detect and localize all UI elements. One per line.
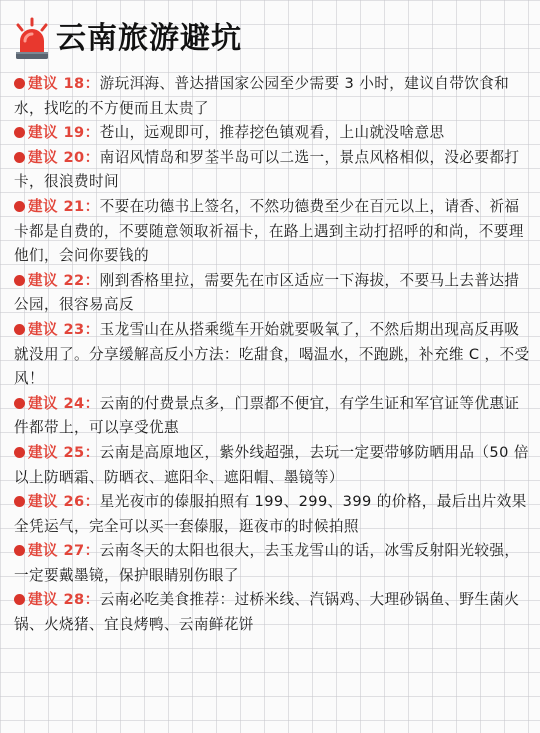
- siren-icon: [12, 17, 52, 61]
- tip-item: 建议 24：云南的付费景点多，门票都不便宜，有学生证和军官证等优惠证件都带上，可以享受优惠: [14, 394, 520, 437]
- tip-text: 玉龙雪山在从搭乘缆车开始就要吸氧了，不然后期出现高反再吸就没用了。分享缓解高反小方法：吃甜食，喝温水，不跑跳，补充维 C ，不受风！: [14, 320, 530, 388]
- bullet-icon: [14, 127, 25, 138]
- tip-item: 建议 28：云南必吃美食推荐：过桥米线、汽锅鸡、大理砂锅鱼、野生菌火锅、火烧猪、宜良烤鸭、云南鲜花饼: [14, 591, 520, 634]
- header: [12, 14, 242, 64]
- tip-label: 建议 23: [28, 320, 85, 338]
- tip-text: 云南的付费景点多，门票都不便宜，有学生证和军官证等优惠证件都带上，可以享受优惠: [14, 394, 520, 437]
- tip-item: 建议 22：刚到香格里拉，需要先在市区适应一下海拔，不要马上去普达措公园，很容易高反: [14, 271, 520, 314]
- tip-label: 建议 18: [28, 75, 85, 92]
- tip-text: 南诏风情岛和罗荃半岛可以二选一，景点风格相似，没必要都打卡，很浪费时间: [14, 148, 520, 191]
- bullet-icon: [14, 594, 25, 605]
- bullet-icon: [14, 201, 25, 212]
- tip-item: 建议 19：苍山，远观即可，推荐挖色镇观看，上山就没啥意思: [14, 121, 532, 146]
- tip-item: 建议 23：玉龙雪山在从搭乘缆车开始就要吸氧了，不然后期出现高反再吸就没用了。分享缓解高反小方法：吃甜食，喝温水，不跑跳，补充维 C ，不受风！: [14, 320, 530, 388]
- tip-label: 建议 26: [28, 493, 85, 511]
- tip-label: 建议 19: [28, 124, 85, 142]
- tip-label: 建议 21: [28, 197, 85, 215]
- tip-label: 建议 27: [28, 542, 85, 560]
- tip-text: 云南必吃美食推荐：过桥米线、汽锅鸡、大理砂锅鱼、野生菌火锅、火烧猪、宜良烤鸭、云南鲜花饼: [14, 591, 520, 634]
- tip-item: 建议 20：南诏风情岛和罗荃半岛可以二选一，景点风格相似，没必要都打卡，很浪费时间: [14, 148, 520, 191]
- tip-item: 建议 27：云南冬天的太阳也很大，去玉龙雪山的话，冰雪反射阳光较强，一定要戴墨镜，保护眼睛别伤眼了: [14, 542, 520, 584]
- bullet-icon: [14, 447, 25, 458]
- tip-item: 建议 26：星光夜市的傣服拍照有 199、299、399 的价格，最后出片效果全凭运气，完全可以买一套傣服，逛夜市的时候拍照: [14, 493, 527, 535]
- tip-label: 建议 24: [28, 394, 85, 412]
- tip-item: 建议 18：游玩洱海、普达措国家公园至少需要 3 小时，建议自带饮食和水，找吃的不方便而且太贵了: [14, 75, 510, 117]
- tip-text: 不要在功德书上签名，不然功德费至少在百元以上，请香、祈福卡都是自费的，不要随意领取祈福卡，在路上遇到主动打招呼的和尚，不要理他们，会问你要钱的: [14, 197, 524, 265]
- bullet-icon: [14, 275, 25, 286]
- bullet-icon: [14, 496, 25, 507]
- tip-text: 苍山，远观即可，推荐挖色镇观看，上山就没啥意思: [99, 124, 445, 142]
- page-title: 云南旅游避坑: [56, 21, 242, 56]
- tip-text: 云南冬天的太阳也很大，去玉龙雪山的话，冰雪反射阳光较强，一定要戴墨镜，保护眼睛别伤眼了: [14, 542, 520, 584]
- tip-text: 刚到香格里拉，需要先在市区适应一下海拔，不要马上去普达措公园，很容易高反: [14, 271, 520, 314]
- tip-label: 建议 28: [28, 591, 85, 609]
- bullet-icon: [14, 545, 25, 556]
- bullet-icon: [14, 78, 25, 89]
- tip-text: 游玩洱海、普达措国家公园至少需要 3 小时，建议自带饮食和水，找吃的不方便而且太贵了: [14, 75, 510, 117]
- bullet-icon: [14, 152, 25, 163]
- bullet-icon: [14, 398, 25, 409]
- tip-label: 建议 22: [28, 271, 85, 289]
- tip-text: 云南是高原地区，紫外线超强，去玩一定要带够防晒用品（50 倍以上防晒霜、防晒衣、遮阳伞、遮阳帽、墨镜等）: [14, 443, 529, 486]
- tip-label: 建议 20: [28, 148, 85, 166]
- tip-item: 建议 25：云南是高原地区，紫外线超强，去玩一定要带够防晒用品（50 倍以上防晒霜、防晒衣、遮阳伞、遮阳帽、墨镜等）: [14, 443, 529, 486]
- tip-text: 星光夜市的傣服拍照有 199、299、399 的价格，最后出片效果全凭运气，完全可以买一套傣服，逛夜市的时候拍照: [14, 493, 527, 535]
- tip-item: 建议 21：不要在功德书上签名，不然功德费至少在百元以上，请香、祈福卡都是自费的，不要随意领取祈福卡，在路上遇到主动打招呼的和尚，不要理他们，会问你要钱的: [14, 197, 524, 265]
- tip-label: 建议 25: [28, 443, 85, 461]
- tips-list: [14, 72, 532, 638]
- bullet-icon: [14, 324, 25, 335]
